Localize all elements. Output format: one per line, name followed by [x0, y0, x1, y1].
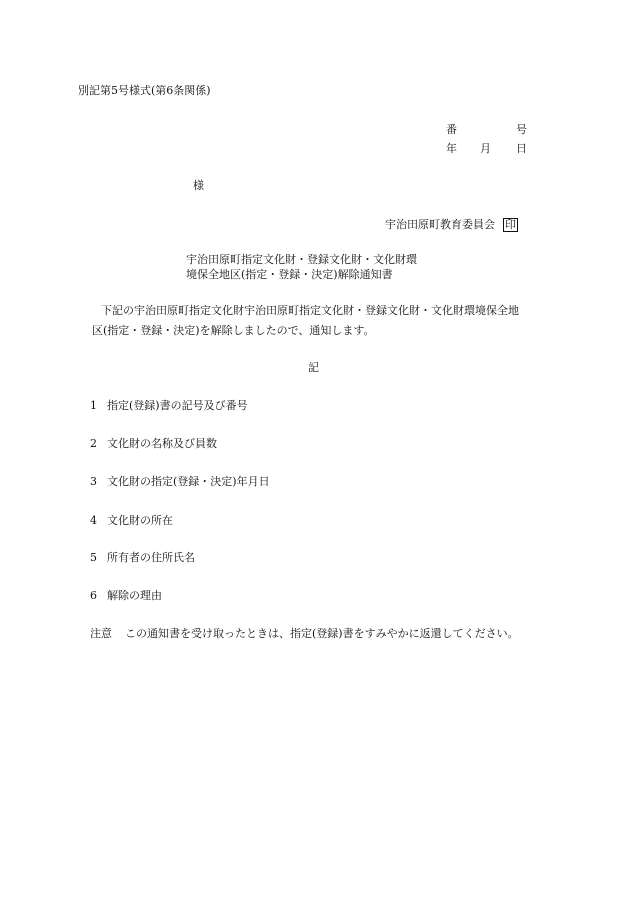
body-text-line-1: 下記の宇治田原町指定文化財宇治田原町指定文化財・登録文化財・文化財環境保全地: [101, 304, 519, 317]
ki-heading: 記: [308, 361, 319, 374]
date-day-label: 日: [516, 142, 527, 155]
document-number-label: 番: [446, 123, 457, 136]
form-identifier: 別記第5号様式(第6条関係): [78, 84, 211, 97]
list-item: [90, 400, 248, 411]
document-title-line-2: 境保全地区(指定・登録・決定)解除通知書: [186, 268, 393, 281]
list-item: [90, 515, 173, 526]
issuer-name: 宇治田原町教育委員会: [385, 218, 495, 231]
item-text: 文化財の所在: [107, 514, 173, 527]
item-number: 5: [90, 551, 97, 564]
item-number: 4: [90, 514, 97, 527]
document-title-line-1: 宇治田原町指定文化財・登録文化財・文化財環: [186, 253, 417, 266]
notice-line: [90, 628, 519, 639]
body-text-line-2: 区(指定・登録・決定)を解除しましたので、通知します。: [92, 324, 375, 337]
list-item: [90, 476, 270, 487]
item-number: 1: [90, 399, 97, 412]
item-number: 6: [90, 589, 97, 602]
item-number: 2: [90, 437, 97, 450]
item-text: 文化財の指定(登録・決定)年月日: [107, 475, 270, 488]
item-number: 3: [90, 475, 97, 488]
issuer-block: [385, 218, 518, 232]
notice-text: この通知書を受け取ったときは、指定(登録)書をすみやかに返還してください。: [125, 627, 519, 640]
document-number-suffix: 号: [516, 123, 527, 136]
addressee-honorific: 様: [193, 179, 204, 192]
list-item: [90, 438, 217, 449]
date-month-label: 月: [480, 142, 491, 155]
item-text: 解除の理由: [107, 589, 162, 602]
notice-label: 注意: [90, 627, 112, 640]
list-item: [90, 552, 195, 563]
item-text: 文化財の名称及び員数: [107, 437, 217, 450]
item-text: 所有者の住所氏名: [107, 551, 195, 564]
seal-mark: 印: [505, 218, 516, 231]
date-year-label: 年: [446, 142, 457, 155]
item-text: 指定(登録)書の記号及び番号: [107, 399, 248, 412]
list-item: [90, 590, 162, 601]
